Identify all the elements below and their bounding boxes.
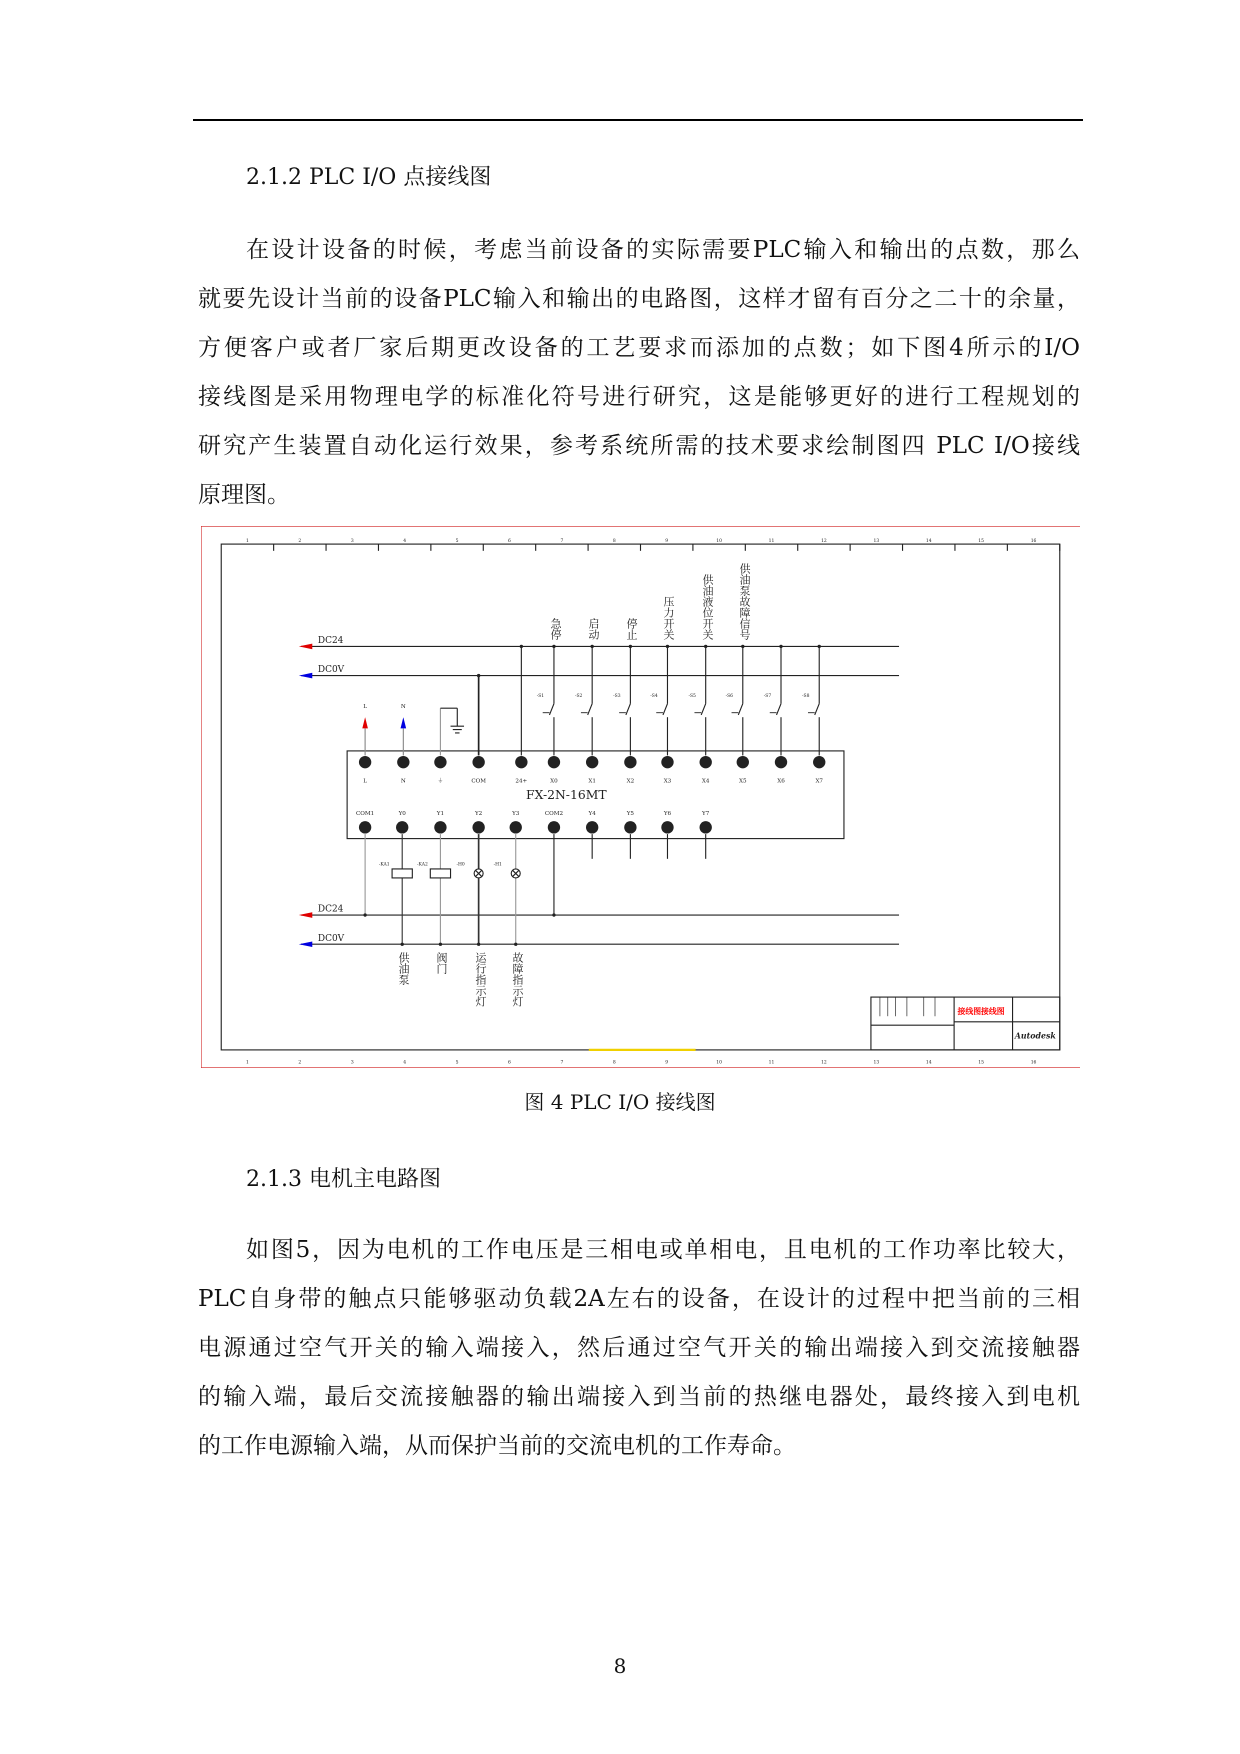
paragraph-line: 方便客户或者厂家后期更改设备的工艺要求而添加的点数；如下图4所示的I/O: [198, 335, 1080, 361]
dc0v-rail-label: DC0V: [317, 665, 345, 676]
load-label: -H1: [493, 862, 502, 868]
input-terminal: [586, 756, 598, 768]
switch-label: -S8: [802, 693, 810, 699]
plc-model-label: FX-2N-16MT: [526, 788, 607, 803]
input-terminal-label: X3: [663, 778, 672, 785]
paragraph-line: PLC自身带的触点只能够驱动负载2A左右的设备，在设计的过程中把当前的三相: [198, 1286, 1080, 1312]
ruler-bottom-label: 15: [978, 1060, 985, 1066]
junction-dot: [514, 943, 517, 946]
input-terminal: [472, 756, 484, 768]
input-device-label: 启动: [587, 618, 600, 640]
input-terminal: [737, 756, 749, 768]
ruler-bottom-label: 14: [925, 1060, 932, 1066]
junction-dot: [439, 943, 442, 946]
output-terminal-label: Y6: [663, 810, 672, 817]
ruler-top-label: 7: [560, 538, 564, 544]
output-terminal-label: COM1: [356, 810, 375, 817]
plc-io-wiring-diagram: [201, 526, 1080, 1068]
switch-label: -S4: [650, 693, 658, 699]
junction-dot: [552, 913, 555, 916]
output-device-label: 故障指示灯: [511, 952, 524, 1007]
ruler-bottom-label: 3: [350, 1060, 354, 1066]
switch-label: -S2: [574, 693, 583, 699]
paragraph-line: 电源通过空气开关的输入端接入，然后通过空气开关的输出端接入到交流接触器: [198, 1335, 1080, 1361]
output-terminal: [434, 821, 446, 833]
ruler-top-label: 10: [716, 538, 722, 544]
output-terminal-label: Y0: [398, 810, 406, 817]
ruler-top-label: 16: [1030, 538, 1037, 544]
input-terminal-label: X2: [626, 778, 635, 785]
output-terminal: [472, 821, 484, 833]
input-terminal: [548, 756, 560, 768]
input-terminal: [359, 756, 371, 768]
paragraph-line: 如图5，因为电机的工作电压是三相电或单相电，且电机的工作功率比较大，: [246, 1237, 1080, 1263]
relay-coil-icon: [392, 869, 412, 878]
input-terminal-label: X4: [701, 778, 710, 785]
section-heading-2-1-3: 2.1.3 电机主电路图: [246, 1167, 441, 1192]
paragraph-line: 的工作电源输入端，从而保护当前的交流电机的工作寿命。: [198, 1433, 796, 1459]
input-terminal-label: X6: [777, 778, 785, 785]
junction-dot: [477, 674, 480, 677]
ruler-top-label: 2: [298, 538, 302, 544]
input-terminal: [813, 756, 825, 768]
ruler-bottom-label: 4: [403, 1060, 407, 1066]
input-terminal: [397, 756, 409, 768]
output-terminal: [396, 821, 408, 833]
output-terminal: [624, 821, 636, 833]
title-block: [871, 997, 1060, 1050]
ruler-bottom-label: 9: [665, 1060, 669, 1066]
output-terminal-label: Y5: [626, 810, 635, 817]
dc0v-rail-lower-arrow-icon: [299, 941, 312, 947]
input-device-label: 压力开关: [662, 596, 675, 640]
junction-dot: [741, 645, 744, 648]
ruler-bottom-label: 8: [612, 1060, 616, 1066]
junction-dot: [666, 645, 669, 648]
ruler-bottom-label: 7: [560, 1060, 564, 1066]
junction-dot: [629, 645, 632, 648]
ruler-bottom-label: 6: [508, 1060, 511, 1066]
paragraph-line: 研究产生装置自动化运行效果，参考系统所需的技术要求绘制图四 PLC I/O接线: [198, 433, 1080, 459]
input-terminal: [624, 756, 636, 768]
switch-contact: [738, 704, 742, 715]
paragraph-line: 在设计设备的时候，考虑当前设备的实际需要PLC输入和输出的点数，那么: [246, 237, 1080, 263]
ruler-top-label: 6: [508, 538, 511, 544]
input-terminal: [700, 756, 712, 768]
ruler-top-label: 5: [455, 538, 459, 544]
ruler-top-label: 13: [873, 538, 880, 544]
output-terminal-label: Y2: [474, 810, 483, 817]
ruler-bottom-label: 11: [768, 1060, 775, 1066]
switch-contact: [663, 704, 667, 715]
ruler-top-label: 11: [768, 538, 775, 544]
dc24-rail-lower-label: DC24: [317, 904, 344, 915]
switch-contact: [549, 704, 553, 715]
input-terminal-label: X5: [739, 778, 747, 785]
junction-dot: [590, 645, 593, 648]
dc24-rail-label: DC24: [317, 636, 344, 647]
ruler-top-label: 9: [665, 538, 669, 544]
switch-label: -S6: [725, 693, 734, 699]
output-terminal-label: COM2: [544, 810, 564, 817]
dc0v-rail-arrow-icon: [299, 673, 312, 679]
switch-contact: [815, 704, 819, 715]
input-device-label: 急停: [549, 618, 562, 640]
ruler-bottom-label: 2: [298, 1060, 302, 1066]
load-label: -KA1: [378, 862, 390, 868]
dc24-rail-arrow-icon: [299, 644, 312, 650]
output-terminal-label: Y4: [588, 810, 596, 817]
power-arrow-icon: [401, 717, 407, 728]
input-terminal: [515, 756, 527, 768]
output-terminal: [661, 821, 673, 833]
section-heading-2-1-2: 2.1.2 PLC I/O 点接线图: [246, 165, 492, 190]
output-terminal-label: Y7: [702, 810, 710, 817]
figure-caption: 图 4 PLC I/O 接线图: [524, 1090, 716, 1114]
input-device-label: 供油泵故障信号: [738, 563, 751, 640]
power-label: L: [363, 704, 367, 711]
switch-contact: [777, 704, 781, 715]
input-terminal-label: X7: [815, 778, 824, 785]
ruler-top-label: 8: [612, 538, 616, 544]
ruler-bottom-label: 13: [873, 1060, 880, 1066]
ruler-top-label: 4: [403, 538, 407, 544]
ruler-bottom-label: 1: [246, 1060, 249, 1066]
paragraph-line: 的输入端，最后交流接触器的输出端接入到当前的热继电器处，最终接入到电机: [198, 1384, 1080, 1410]
ruler-top-label: 12: [821, 538, 827, 544]
input-terminal: [775, 756, 787, 768]
load-label: -KA2: [417, 862, 428, 868]
input-terminal: [661, 756, 673, 768]
output-device-label: 供油泵: [397, 952, 410, 985]
output-terminal: [586, 821, 598, 833]
autodesk-logo: Autodesk: [1014, 1031, 1056, 1041]
output-terminal: [548, 821, 560, 833]
input-device-label: 供油液位开关: [701, 574, 714, 640]
ruler-top-label: 14: [925, 538, 932, 544]
paragraph-line: 原理图。: [198, 482, 290, 508]
output-device-label: 阀门: [435, 952, 448, 974]
switch-label: -S7: [763, 693, 772, 699]
paragraph-line: 接线图是采用物理电学的标准化符号进行研究，这是能够更好的进行工程规划的: [198, 384, 1080, 410]
junction-dot: [552, 645, 555, 648]
switch-label: -S5: [688, 693, 696, 699]
relay-coil-icon: [430, 869, 450, 878]
junction-dot: [363, 913, 366, 916]
input-terminal-label: N: [400, 778, 406, 785]
output-terminal-label: Y3: [512, 810, 520, 817]
ruler-bottom-label: 10: [716, 1060, 722, 1066]
input-terminal-label: X1: [588, 778, 596, 785]
drawing-title: 接线图接线图: [957, 1006, 1005, 1016]
ruler-bottom-label: 16: [1030, 1060, 1037, 1066]
ground-icon: [451, 726, 464, 733]
input-terminal: [434, 756, 446, 768]
switch-contact: [626, 704, 630, 715]
output-terminal-label: Y1: [436, 810, 445, 817]
page-number: 8: [613, 1654, 627, 1678]
output-device-label: 运行指示灯: [474, 952, 487, 1007]
output-terminal: [700, 821, 712, 833]
switch-label: -S1: [536, 693, 545, 699]
junction-dot: [779, 645, 782, 648]
switch-contact: [588, 704, 592, 715]
input-terminal-label: 24+: [515, 778, 528, 785]
junction-dot: [704, 645, 707, 648]
output-terminal: [510, 821, 522, 833]
ruler-top-label: 1: [246, 538, 249, 544]
input-device-label: 停止: [625, 618, 638, 640]
input-terminal-label: X0: [550, 778, 558, 785]
junction-dot: [520, 645, 523, 648]
power-label: N: [400, 704, 406, 711]
junction-dot: [818, 645, 821, 648]
input-terminal-label: L: [363, 778, 367, 785]
ruler-bottom-label: 5: [455, 1060, 459, 1066]
output-terminal: [359, 821, 371, 833]
dc24-rail-lower-arrow-icon: [299, 912, 312, 918]
junction-dot: [401, 943, 404, 946]
switch-label: -S3: [613, 693, 621, 699]
ruler-bottom-label: 12: [821, 1060, 827, 1066]
switch-contact: [701, 704, 705, 715]
input-terminal-label: ⏚: [437, 778, 444, 785]
paragraph-line: 就要先设计当前的设备PLC输入和输出的电路图，这样才留有百分之二十的余量，: [198, 286, 1080, 312]
ruler-top-label: 3: [350, 538, 354, 544]
input-terminal-label: COM: [471, 778, 486, 785]
dc0v-rail-lower-label: DC0V: [317, 933, 345, 944]
ruler-top-label: 15: [978, 538, 985, 544]
load-label: -H0: [456, 862, 465, 868]
header-rule: [193, 119, 1083, 121]
junction-dot: [477, 943, 480, 946]
power-arrow-icon: [362, 717, 368, 728]
